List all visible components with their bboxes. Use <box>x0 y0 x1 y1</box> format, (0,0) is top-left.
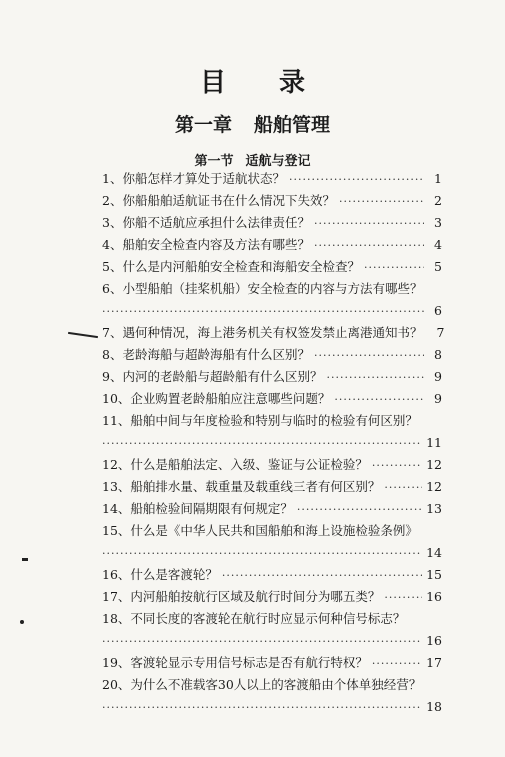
toc-entry-page: 6 <box>434 303 442 318</box>
leader-dots <box>289 169 424 191</box>
chapter-heading <box>0 110 505 137</box>
toc-entry[interactable] <box>102 388 442 410</box>
toc-entry-text: 16、什么是客渡轮？ <box>102 567 218 582</box>
toc-entry[interactable] <box>102 366 442 388</box>
toc-list <box>102 168 445 718</box>
scan-mark <box>68 332 98 338</box>
toc-entry-page: 14 <box>426 545 442 560</box>
leader-dots <box>339 191 424 213</box>
section-name: 适航与登记 <box>245 154 311 169</box>
toc-entry-text: 13、船舶排水量、载重量及载重线三者有何区别？ <box>102 479 381 494</box>
chapter-number: 第一章 <box>174 114 232 136</box>
toc-entry-text: 17、内河船舶按航行区域及航行时间分为哪五类？ <box>102 589 381 604</box>
section-number: 第一节 <box>194 154 234 169</box>
toc-entry-text: 19、客渡轮显示专用信号标志是否有航行特权？ <box>102 655 368 670</box>
toc-entry-page: 15 <box>426 567 442 582</box>
leader-dots <box>102 433 422 455</box>
toc-entry[interactable] <box>102 322 445 344</box>
toc-entry[interactable] <box>102 454 442 476</box>
scan-mark <box>22 558 28 561</box>
toc-entry[interactable] <box>102 674 442 718</box>
toc-entry[interactable] <box>102 586 442 608</box>
toc-entry[interactable] <box>102 410 442 454</box>
toc-entry[interactable] <box>102 498 442 520</box>
toc-entry-text: 15、什么是《中华人民共和国船舶和海上设施检验条例》 <box>102 523 418 538</box>
toc-entry-text: 20、为什么不准载客30人以上的客渡船由个体单独经营？ <box>102 677 422 692</box>
toc-entry-page: 2 <box>434 193 442 208</box>
toc-entry-page: 3 <box>434 215 442 230</box>
leader-dots <box>364 257 424 279</box>
toc-entry[interactable] <box>102 212 442 234</box>
toc-entry-text: 11、船舶中间与年度检验和特别与临时的检验有何区别？ <box>102 413 418 428</box>
toc-entry-page: 7 <box>436 325 445 340</box>
leader-dots <box>384 587 422 609</box>
scan-mark <box>20 620 24 624</box>
toc-entry[interactable] <box>102 476 442 498</box>
section-heading <box>0 150 505 169</box>
toc-entry-text: 5、什么是内河船舶安全检查和海船安全检查？ <box>102 259 360 274</box>
toc-entry-text: 14、船舶检验间隔期限有何规定？ <box>102 501 293 516</box>
toc-entry-page: 5 <box>434 259 442 274</box>
leader-dots <box>314 213 424 235</box>
toc-entry-page: 16 <box>426 589 442 604</box>
page-title: 目 录 <box>199 68 328 98</box>
leader-dots <box>297 499 422 521</box>
toc-entry-text: 9、内河的老龄船与超龄船有什么区别？ <box>102 369 323 384</box>
leader-dots <box>384 477 422 499</box>
toc-entry[interactable] <box>102 278 442 322</box>
toc-entry-page: 13 <box>426 501 442 516</box>
toc-entry-page: 4 <box>434 237 442 252</box>
toc-entry[interactable] <box>102 564 442 586</box>
toc-entry-text: 7、遇何种情况，海上港务机关有权签发禁止离港通知书？ <box>102 325 423 340</box>
toc-entry[interactable] <box>102 652 442 674</box>
toc-entry-text: 2、你船船舶适航证书在什么情况下失效？ <box>102 193 335 208</box>
leader-dots <box>314 345 424 367</box>
leader-dots <box>222 565 422 587</box>
toc-entry-text: 6、小型船舶（挂桨机船）安全检查的内容与方法有哪些？ <box>102 281 423 296</box>
toc-entry[interactable] <box>102 520 442 564</box>
toc-entry-text: 8、老龄海船与超龄海船有什么区别？ <box>102 347 310 362</box>
toc-entry-page: 12 <box>426 457 442 472</box>
leader-dots <box>102 697 422 719</box>
leader-dots <box>102 301 424 323</box>
toc-entry-text: 18、不同长度的客渡轮在航行时应显示何种信号标志？ <box>102 611 406 626</box>
chapter-name: 船舶管理 <box>254 114 331 136</box>
toc-entry[interactable] <box>102 234 442 256</box>
toc-entry-page: 9 <box>434 369 442 384</box>
toc-entry-page: 1 <box>434 171 442 186</box>
leader-dots <box>372 653 422 675</box>
toc-entry-page: 12 <box>426 479 442 494</box>
toc-entry-page: 17 <box>426 655 442 670</box>
toc-entry-text: 3、你船不适航应承担什么法律责任？ <box>102 215 310 230</box>
toc-entry-page: 11 <box>426 435 442 450</box>
leader-dots <box>102 631 422 653</box>
toc-entry-text: 4、船舶安全检查内容及方法有哪些？ <box>102 237 310 252</box>
toc-entry-text: 12、什么是船舶法定、入级、鉴证与公证检验？ <box>102 457 368 472</box>
leader-dots <box>314 235 424 257</box>
toc-entry[interactable] <box>102 168 442 190</box>
leader-dots <box>334 389 424 411</box>
toc-entry-page: 16 <box>426 633 442 648</box>
toc-entry-page: 18 <box>426 699 442 714</box>
toc-entry-text: 1、你船怎样才算处于适航状态？ <box>102 171 285 186</box>
toc-entry-page: 9 <box>434 391 442 406</box>
toc-entry-page: 8 <box>434 347 442 362</box>
toc-entry[interactable] <box>102 608 442 652</box>
toc-entry-text: 10、企业购置老龄船舶应注意哪些问题？ <box>102 391 331 406</box>
toc-entry[interactable] <box>102 256 442 278</box>
leader-dots <box>102 543 422 565</box>
toc-entry[interactable] <box>102 190 442 212</box>
leader-dots <box>326 367 424 389</box>
toc-entry[interactable] <box>102 344 442 366</box>
leader-dots <box>372 455 422 477</box>
